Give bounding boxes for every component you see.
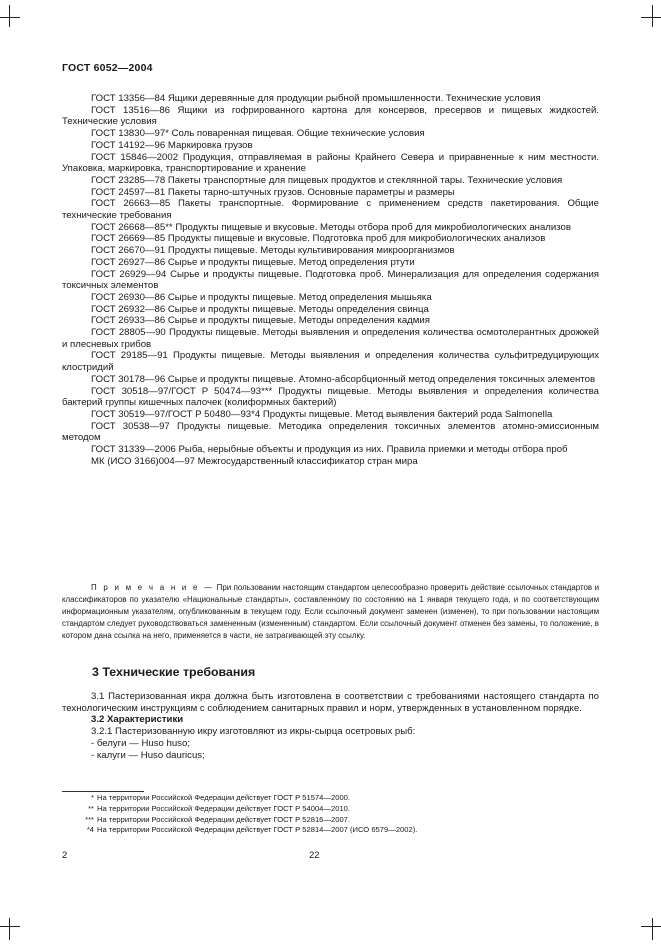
reference-item: ГОСТ 13516—86 Ящики из гофрированного картона для консервов, пресервов и пищевых жидкостей. Технические условия (62, 104, 599, 128)
footnote-text: На территории Российской Федерации действует ГОСТ Р 52816—2007. (97, 814, 351, 824)
footnote (62, 804, 599, 815)
footnote-text: На территории Российской Федерации действует ГОСТ Р 51574—2000. (97, 793, 351, 802)
crop-mark (641, 17, 661, 18)
reference-item: ГОСТ 28805—90 Продукты пищевые. Методы выявления и определения количества осмотолерантных дрожжей и плесневых грибов (62, 327, 599, 350)
reference-item: ГОСТ 31339—2006 Рыба, нерыбные объекты и продукция из них. Правила приемки и методы отбора проб (91, 444, 568, 456)
page-header: ГОСТ 6052—2004 (62, 62, 153, 74)
footnote-mark: *** (85, 814, 94, 824)
crop-mark (641, 926, 661, 927)
reference-item: ГОСТ 23285—78 Пакеты транспортные для пищевых продуктов и стеклянной тары. Технические условия (91, 174, 563, 186)
section-title: 3 Технические требования (92, 665, 256, 679)
list-item: - калуги — Huso dauricus; (91, 749, 205, 761)
paragraph-3-1: 3.1 Пастеризованная икра должна быть изготовлена в соответствии с требованиями настоящего стандарта по технологическим инструкциям с соблюдением санитарных правил и норм, утвержденных в установленном порядке. (62, 691, 599, 714)
list-item: - белуги — Huso huso; (91, 737, 190, 749)
footnotes (62, 793, 599, 836)
reference-item: ГОСТ 30538—97 Продукты пищевые. Методика определения токсичных элементов атомно-эмиссионным методом (62, 420, 599, 444)
reference-item: ГОСТ 26932—86 Сырье и продукты пищевые. Методы определения свинца (91, 303, 429, 315)
reference-item: ГОСТ 26663—85 Пакеты транспортные. Формирование с применением средств пакетирования. Общие технические требования (62, 198, 599, 222)
reference-item: ГОСТ 24597—81 Пакеты тарно-штучных грузов. Основные параметры и размеры (91, 186, 455, 198)
reference-item: ГОСТ 29185—91 Продукты пищевые. Методы выявления и определения количества сульфитредуцирующих клостридий (62, 350, 599, 374)
reference-item: ГОСТ 15846—2002 Продукция, отправляемая в районы Крайнего Севера и приравненные к ним местности. Упаковка, маркировка, транспортирование и хранение (62, 151, 599, 175)
crop-mark (0, 926, 20, 927)
reference-item: ГОСТ 13830—97* Соль поваренная пищевая. Общие технические условия (91, 128, 425, 140)
footnote (62, 815, 599, 826)
footnote (62, 825, 599, 836)
footnote-mark: * (91, 793, 94, 802)
paragraph-3-2-1: 3.2.1 Пастеризованную икру изготовляют из икры-сырца осетровых рыб: (91, 726, 416, 738)
reference-list (62, 93, 599, 468)
footnote (62, 793, 599, 804)
reference-item: ГОСТ 26668—85** Продукты пищевые и вкусовые. Методы отбора проб для микробиологических анализов (91, 221, 571, 233)
note-text: При пользовании настоящим стандартом целесообразно проверить действие ссылочных стандартов и классификаторов по указателю «Национальные стандарты», составленному по состоянию на 1 января текущего года, и по соответствующим информационным указателям, опубликованным в текущем году. Если ссылочный документ заменен (изменен), то при пользовании настоящим стандартом следует руководствоваться замененным (измененным) стандартом. Если ссылочный документ отменен без замены, то положение, в котором дана ссылка на него, применяется в части, не затрагивающей эту ссылку. (62, 583, 599, 640)
footnote-divider (62, 791, 144, 792)
reference-item: ГОСТ 13356—84 Ящики деревянные для продукции рыбной промышленности. Технические условия (91, 93, 541, 104)
reference-item: ГОСТ 26929—94 Сырье и продукты пищевые. Подготовка проб. Минерализация для определения содержания токсичных элементов (62, 268, 599, 292)
crop-mark (652, 5, 653, 27)
footnote-mark: *4 (86, 825, 94, 835)
page-number-center: 22 (309, 850, 320, 861)
note-paragraph (62, 582, 599, 642)
reference-item: ГОСТ 30178—96 Сырье и продукты пищевые. Атомно-абсорбционный метод определения токсичных элементов (91, 373, 596, 385)
reference-item: ГОСТ 30519—97/ГОСТ Р 50480—93*4 Продукты пищевые. Метод выявления бактерий рода Salmonella (91, 408, 553, 420)
section-body (62, 691, 599, 761)
reference-item: ГОСТ 30518—97/ГОСТ Р 50474—93*** Продукты пищевые. Методы выявления и определения количества бактерий группы кишечных палочек (колиформных бактерий) (62, 385, 599, 409)
reference-item: ГОСТ 26933—86 Сырье и продукты пищевые. Методы определения кадмия (91, 315, 430, 327)
footnote-text: На территории Российской Федерации действует ГОСТ Р 54004—2010. (97, 803, 351, 813)
note-label: П р и м е ч а н и е — (91, 583, 215, 592)
reference-item: ГОСТ 26927—86 Сырье и продукты пищевые. Метод определения ртути (91, 256, 415, 268)
reference-item: ГОСТ 14192—96 Маркировка грузов (91, 139, 253, 151)
page-number-left: 2 (62, 850, 68, 861)
crop-mark (0, 17, 20, 18)
crop-mark (9, 918, 10, 940)
crop-mark (9, 5, 10, 27)
footnote-text: На территории Российской Федерации действует ГОСТ Р 52814—2007 (ИСО 6579—2002). (97, 825, 418, 835)
footnote-mark: ** (88, 803, 94, 813)
reference-item: ГОСТ 26670—91 Продукты пищевые. Методы культивирования микроорганизмов (91, 245, 455, 257)
crop-mark (652, 918, 653, 940)
reference-item: ГОСТ 26930—86 Сырье и продукты пищевые. Метод определения мышьяка (91, 291, 432, 303)
reference-item: ГОСТ 26669—85 Продукты пищевые и вкусовые. Подготовка проб для микробиологических анализов (91, 233, 546, 245)
reference-item: МК (ИСО 3166)004—97 Межгосударственный классификатор стран мира (91, 455, 418, 467)
subsection-heading: 3.2 Характеристики (91, 714, 184, 726)
